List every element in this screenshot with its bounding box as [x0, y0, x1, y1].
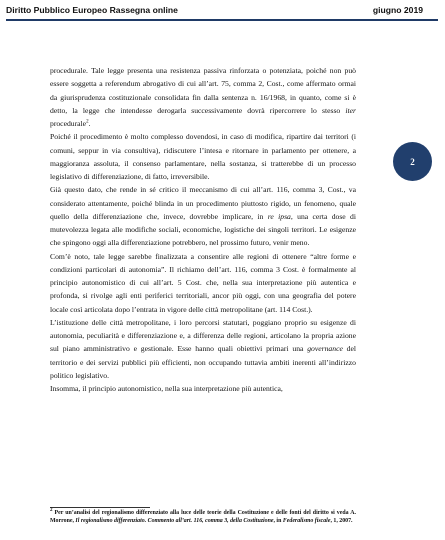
footnote-italic-title: Il regionalismo differenziato. Commento all’art. 116, comma 3, della Costituzione [75, 517, 274, 524]
footnote-rule [50, 507, 150, 508]
issue-date: giugno 2019 [372, 5, 423, 15]
paragraph-6: Insomma, il principio autonomistico, nella sua interpretazione più autentica, [50, 384, 283, 393]
footnote-after: , 1, 2007. [330, 517, 353, 524]
paragraph-5-before: L’istituzione delle città metropolitane, i loro percorsi statutari, poggiano proprio su esigenze di autonomia, peculiarità e differenziazione e, a differenza delle regioni, articolano la propria azione sul piano amministrativo e gestionale. Esse hanno quali obiettivi primari una [50, 317, 356, 354]
footnote-number: 2 [50, 508, 53, 514]
page-number-badge [393, 142, 432, 181]
paragraph-3-after: , una certa dose di mutevolezza legata alle modifiche sociali, economiche, logistiche dei singoli territori. Le esigenze che spingono oggi alla differenziazione potrebbero, nel prossimo futuro, venir meno. [50, 211, 356, 248]
running-header [6, 5, 439, 19]
footnote-ref[interactable]: 2 [86, 119, 89, 125]
paragraph-5-after: del territorio e dei servizi pubblici più efficienti, non occupando tuttavia ambiti inerenti all’indirizzo politico legislativo. [50, 344, 356, 380]
paragraph-1-text: procedurale. Tale legge presenta una resistenza passiva rinforzata o potenziata, poiché non può essere soggetta a referendum abrogativo di cui all’art. 75, comma 2, Cost., come affermato ormai da giurisprudenza costituzionale consolidata fin dalla sentenza n. 16/1968, in quanto, come si è detto, la legge che intendesse derogarla successivamente dovrà ripercorrere lo stesso [50, 66, 356, 115]
publication-title: Diritto Pubblico Europeo Rassegna online [6, 5, 178, 15]
paragraph-1-end: . [88, 119, 91, 128]
paragraph-5-italic: governance [307, 344, 343, 354]
paragraph-3-before: Già questo dato, che rende in sé critico il meccanismo di cui all’art. 116, comma 3, Cost., va considerato attentamente, poiché blinda in un procedimento piuttosto rigido, un fenomeno, quale quello della differenziazione che, invece, dovrebbe implicare, in [50, 185, 356, 221]
paragraph-1-italic: iter [345, 105, 356, 115]
page-number: 2 [410, 156, 415, 167]
footnote-before: Per un’analisi del regionalismo differenziato alla luce delle teorie della Costituzione e delle fonti del diritto si veda A. Morrone, [50, 510, 356, 524]
paragraph-1 [50, 64, 356, 130]
paragraph-3 [50, 183, 356, 249]
paragraph-5 [50, 316, 356, 382]
paragraph-3-italic: re ipsa [267, 211, 291, 221]
paragraph-2: Poiché il procedimento è molto complesso dovendosi, in caso di modifica, ripartire dai territori (i comuni, seppur in via consultiva), ridiscutere l’intesa e ritornare in parlamento per ottenere, a maggioranza assoluta, il consenso parlamentare, nella sostanza, si tratterebbe di un processo legislativo di differenziazione, di fatto, irreversibile. [50, 132, 356, 181]
body-text [50, 64, 356, 395]
header-rule [6, 19, 438, 21]
paragraph-4: Com’è noto, tale legge sarebbe finalizzata a consentire alle regioni di ottenere “altre forme e condizioni particolari di autonomia”. Il richiamo dell’art. 116, comma 3 Cost. è formalmente al principio autonomistico di cui all’art. 5 Cost. che, nella sua interpretazione più autentica e profonda, si rivolge agli enti periferici territoriali, ancor più oggi, con una geografia del potere locale così articolata dopo l’entrata in vigore delle città metropolitane (art. 114 Cost.). [50, 251, 356, 314]
footnote [50, 510, 356, 526]
paragraph-1-after: procedurale [50, 119, 87, 128]
footnote-middle: , in [273, 517, 283, 524]
footnote-italic-journal: Federalismo fiscale [282, 517, 331, 524]
